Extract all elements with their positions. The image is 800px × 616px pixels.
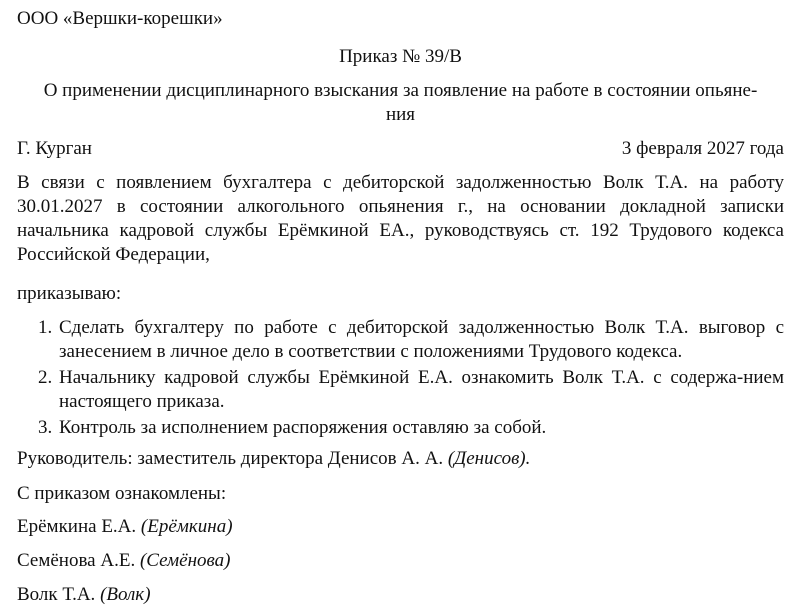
- order-item: [17, 366, 784, 414]
- acquainted-signature: (Волк): [100, 584, 151, 605]
- acquainted-signature: (Семёнова): [139, 550, 231, 571]
- place-date-row: [17, 137, 784, 161]
- acquainted-name: Волк Т.А.: [17, 584, 96, 605]
- order-subject-line-1: О применении дисциплинарного взыскания за появление на работе в состоянии опьяне-: [43, 80, 758, 101]
- order-word: приказываю:: [17, 283, 122, 304]
- order-item-text: Сделать бухгалтеру по работе с дебиторской задолженностью Волк Т.А. выговор с занесением в личное дело в соответствии с положениями Трудового кодекса.: [59, 317, 784, 362]
- order-item: [17, 416, 784, 440]
- order-item-text: Начальнику кадровой службы Ерёмкиной Е.А. ознакомить Волк Т.А. с содержа-нием настоящего приказа.: [59, 367, 784, 412]
- acquainted-label: С приказом ознакомлены:: [17, 483, 227, 504]
- order-date: 3 февраля 2027 года: [621, 138, 784, 159]
- acquainted-row: [17, 583, 784, 607]
- head-signature-line: [17, 447, 784, 471]
- head-signature: (Денисов).: [447, 448, 531, 469]
- acquainted-row: [17, 515, 784, 539]
- preamble-paragraph: В связи с появлением бухгалтера с дебиторской задолженностью Волк Т.А. на работу 30.01.2027 в состоянии алкогольного опьянения г., на основании докладной записки начальника кадровой службы Ерёмкиной ЕА., руководствуясь ст. 192 Трудового кодекса Российской Федерации,: [17, 172, 784, 265]
- order-items-list: [17, 316, 784, 440]
- acquainted-signature: (Ерёмкина): [140, 516, 233, 537]
- city: Г. Курган: [17, 138, 92, 159]
- order-subject: [17, 79, 784, 127]
- order-item: [17, 316, 784, 364]
- order-title: Приказ № 39/В: [339, 46, 462, 67]
- order-item-number: 1.: [38, 317, 53, 338]
- order-item-number: 2.: [38, 367, 53, 388]
- order-item-number: 3.: [38, 417, 53, 438]
- acquainted-name: Семёнова А.Е.: [17, 550, 136, 571]
- acquainted-row: [17, 549, 784, 573]
- order-item-text: Контроль за исполнением распоряжения оставляю за собой.: [59, 417, 547, 438]
- order-subject-line-2: ния: [385, 104, 416, 125]
- head-label: Руководитель: заместитель директора Денисов А. А.: [17, 448, 444, 469]
- company-name: ООО «Вершки-корешки»: [17, 8, 223, 29]
- acquainted-name: Ерёмкина Е.А.: [17, 516, 137, 537]
